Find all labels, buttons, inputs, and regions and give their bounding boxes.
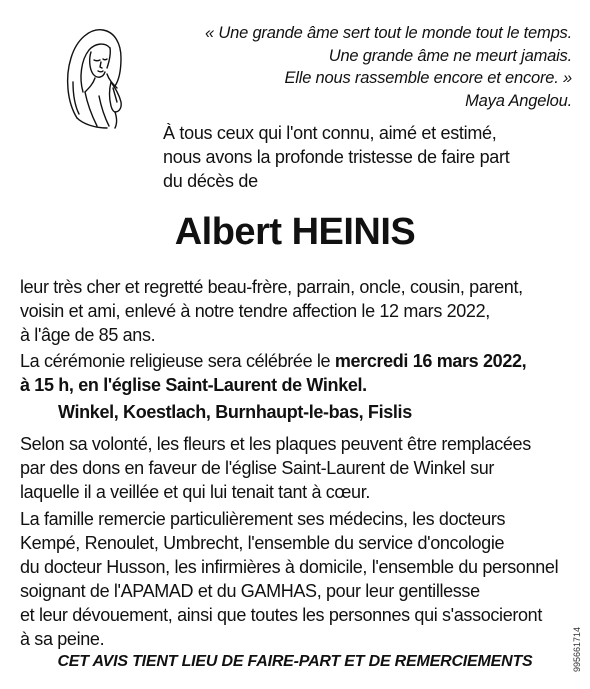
- wishes-line: Selon sa volonté, les fleurs et les plaques peuvent être remplacées: [20, 434, 531, 454]
- ceremony-paragraph: [20, 349, 580, 397]
- thanks-line: soignant de l'APAMAD et du GAMHAS, pour leur gentillesse: [20, 581, 480, 601]
- relation-line: voisin et ami, enlevé à notre tendre affection le 12 mars 2022,: [20, 301, 490, 321]
- quote-author: Maya Angelou.: [465, 91, 572, 110]
- wishes-paragraph: [20, 432, 580, 504]
- reference-number: 995661714: [572, 626, 582, 672]
- thanks-line: à sa peine.: [20, 629, 105, 649]
- thanks-paragraph: [20, 507, 580, 651]
- relation-paragraph: [20, 275, 580, 347]
- thanks-line: La famille remercie particulièrement ses médecins, les docteurs: [20, 509, 506, 529]
- places-line: Winkel, Koestlach, Burnhaupt-le-bas, Fislis: [58, 402, 412, 422]
- intro-text: [163, 121, 563, 193]
- intro-line: du décès de: [163, 171, 258, 191]
- relation-line: à l'âge de 85 ans.: [20, 325, 156, 345]
- quote-block: [152, 22, 572, 112]
- intro-line: nous avons la profonde tristesse de faire part: [163, 147, 510, 167]
- thanks-line: Kempé, Renoulet, Umbrecht, l'ensemble du service d'oncologie: [20, 533, 505, 553]
- quote-line: « Une grande âme sert tout le monde tout le temps.: [205, 24, 572, 42]
- wishes-line: par des dons en faveur de l'église Saint-Laurent de Winkel sur: [20, 458, 495, 478]
- relation-line: leur très cher et regretté beau-frère, parrain, oncle, cousin, parent,: [20, 277, 523, 297]
- ceremony-date: mercredi 16 mars 2022,: [334, 351, 527, 371]
- quote-line: Une grande âme ne meurt jamais.: [328, 46, 572, 65]
- ceremony-time-place: à 15 h, en l'église Saint-Laurent de Winkel.: [20, 375, 367, 395]
- deceased-name: Albert HEINIS: [174, 211, 416, 253]
- quote-line: Elle nous rassemble encore et encore. »: [284, 69, 572, 87]
- praying-madonna-icon: [55, 22, 135, 130]
- footer-notice: CET AVIS TIENT LIEU DE FAIRE-PART ET DE REMERCIEMENTS: [57, 653, 533, 670]
- wishes-line: laquelle il a veillée et qui lui tenait tant à cœur.: [20, 482, 371, 502]
- intro-line: À tous ceux qui l'ont connu, aimé et estimé,: [163, 123, 497, 143]
- thanks-line: du docteur Husson, les infirmières à domicile, l'ensemble du personnel: [20, 557, 559, 577]
- ceremony-prefix: La cérémonie religieuse sera célébrée le: [20, 351, 335, 371]
- ceremony-line-1: [20, 349, 580, 373]
- thanks-line: et leur dévouement, ainsi que toutes les personnes qui s'associeront: [20, 605, 542, 625]
